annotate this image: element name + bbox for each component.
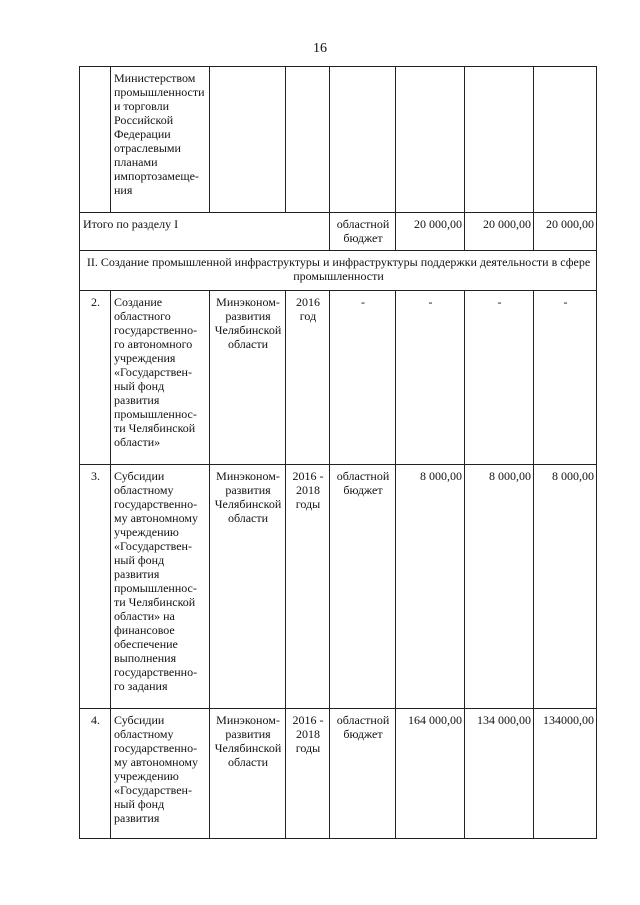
row-year3: 8 000,00 bbox=[534, 465, 597, 709]
row-measure: Субсидии областному государственно- му автономному учреждению «Государствен- ный фонд развития bbox=[111, 709, 210, 839]
total-year1: 20 000,00 bbox=[396, 213, 465, 251]
cell-year1 bbox=[396, 67, 465, 213]
total-year2: 20 000,00 bbox=[465, 213, 534, 251]
row-executor: Минэконом-развития Челябинской области bbox=[210, 709, 286, 839]
table-row bbox=[80, 709, 597, 839]
row-source: областной бюджет bbox=[330, 709, 396, 839]
row-num: 2. bbox=[80, 291, 111, 465]
total-source: областной бюджет bbox=[330, 213, 396, 251]
row-year3: 134000,00 bbox=[534, 709, 597, 839]
section-header: II. Создание промышленной инфраструктуры и инфраструктуры поддержки деятельности в сфере промышленности bbox=[80, 251, 597, 291]
row-year2: - bbox=[465, 291, 534, 465]
row-source: областной бюджет bbox=[330, 465, 396, 709]
total-label: Итого по разделу I bbox=[80, 213, 330, 251]
cell-source bbox=[330, 67, 396, 213]
section-header-row bbox=[80, 251, 597, 291]
cell-year3 bbox=[534, 67, 597, 213]
cell-num bbox=[80, 67, 111, 213]
page-number: 16 bbox=[313, 41, 327, 56]
row-executor: Минэконом-развития Челябинской области bbox=[210, 291, 286, 465]
row-period: 2016 - 2018 годы bbox=[286, 465, 330, 709]
table-row bbox=[80, 291, 597, 465]
cell-period bbox=[286, 67, 330, 213]
row-measure: Создание областного государственно- го автономного учреждения «Государствен- ный фонд развития промышленнос- ти Челябинской области» bbox=[111, 291, 210, 465]
row-source: - bbox=[330, 291, 396, 465]
row-year1: 8 000,00 bbox=[396, 465, 465, 709]
row-executor: Минэконом-развития Челябинской области bbox=[210, 465, 286, 709]
cell-measure: Министерством промышленности и торговли Российской Федерации отраслевыми планами импортозамеще- ния bbox=[111, 67, 210, 213]
row-period: 2016 - 2018 годы bbox=[286, 709, 330, 839]
row-year2: 134 000,00 bbox=[465, 709, 534, 839]
row-year1: 164 000,00 bbox=[396, 709, 465, 839]
total-row bbox=[80, 213, 597, 251]
row-year3: - bbox=[534, 291, 597, 465]
row-period: 2016 год bbox=[286, 291, 330, 465]
row-measure: Субсидии областному государственно- му автономному учреждению «Государствен- ный фонд развития промышленнос- ти Челябинской области» на финансовое обеспечение выполнения государственно- го задания bbox=[111, 465, 210, 709]
measures-table bbox=[79, 66, 597, 839]
total-year3: 20 000,00 bbox=[534, 213, 597, 251]
row-num: 4. bbox=[80, 709, 111, 839]
continuation-row bbox=[80, 67, 597, 213]
row-year1: - bbox=[396, 291, 465, 465]
row-year2: 8 000,00 bbox=[465, 465, 534, 709]
cell-executor bbox=[210, 67, 286, 213]
cell-year2 bbox=[465, 67, 534, 213]
row-num: 3. bbox=[80, 465, 111, 709]
table-row bbox=[80, 465, 597, 709]
